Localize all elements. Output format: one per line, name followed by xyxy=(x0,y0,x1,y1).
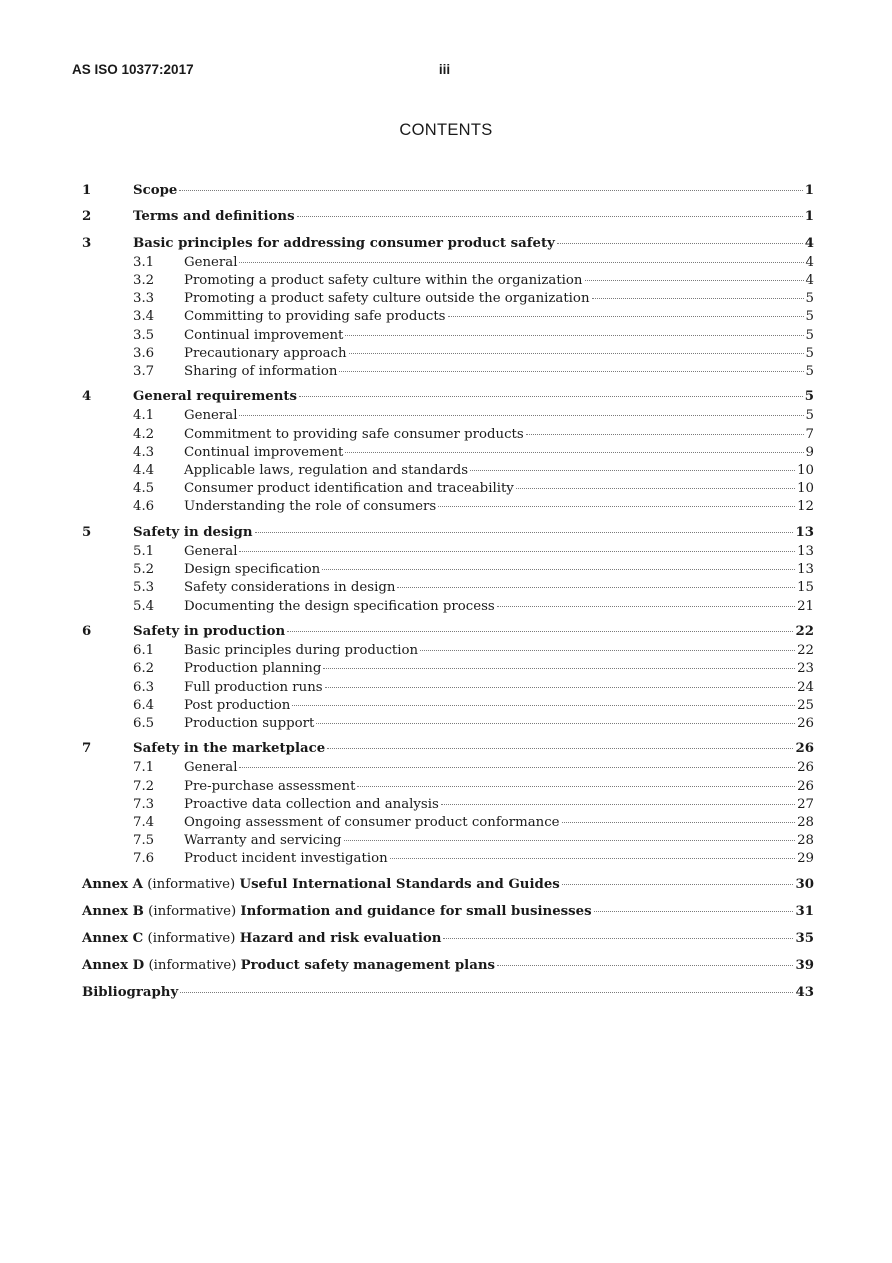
dot-leader xyxy=(420,640,795,651)
subsection-title: Continual improvement xyxy=(184,444,344,460)
contents-title: CONTENTS xyxy=(399,121,493,139)
annex-title: Product safety management plans xyxy=(240,957,495,973)
subsection-title: Pre-purchase assessment xyxy=(184,778,356,794)
dot-leader xyxy=(180,982,793,993)
section-title: General requirements xyxy=(133,389,298,405)
toc-entry-subsection[interactable] xyxy=(82,851,814,869)
toc-entry-subsection[interactable] xyxy=(82,716,814,734)
subsection-page-number: 5 xyxy=(805,309,814,325)
subsection-title: Precautionary approach xyxy=(184,345,347,361)
section-number: 3 xyxy=(82,235,92,251)
section-page-number: 26 xyxy=(795,741,814,757)
subsection-number: 6.5 xyxy=(133,715,155,731)
toc-entry-subsection[interactable] xyxy=(82,364,814,382)
dot-leader xyxy=(322,559,795,570)
dot-leader xyxy=(448,306,804,317)
dot-leader xyxy=(562,874,794,885)
section-number: 1 xyxy=(82,183,92,198)
subsection-page-number: 23 xyxy=(797,661,814,677)
annex-title: Information and guidance for small businesses xyxy=(240,904,592,920)
subsection-title: Product incident investigation xyxy=(184,851,388,867)
dot-leader xyxy=(255,522,794,533)
dot-leader xyxy=(526,424,804,435)
subsection-number: 3.6 xyxy=(133,345,155,361)
subsection-number: 4.5 xyxy=(133,481,155,497)
dot-leader xyxy=(239,252,803,263)
subsection-number: 7.5 xyxy=(133,833,155,849)
subsection-page-number: 25 xyxy=(797,697,814,713)
subsection-page-number: 12 xyxy=(797,499,814,515)
subsection-number: 3.2 xyxy=(133,272,155,288)
subsection-page-number: 5 xyxy=(805,327,814,343)
subsection-number: 6.3 xyxy=(133,679,155,695)
subsection-title: Sharing of information xyxy=(184,363,338,379)
dot-leader xyxy=(292,695,795,706)
section-title: Basic principles for addressing consumer product safety xyxy=(133,235,555,251)
annex-label: Annex B xyxy=(82,904,144,920)
toc-entry-annex[interactable] xyxy=(82,985,814,1004)
subsection-page-number: 4 xyxy=(805,254,814,270)
subsection-number: 7.1 xyxy=(133,760,155,776)
subsection-number: 5.2 xyxy=(133,562,155,578)
dot-leader xyxy=(345,325,803,336)
subsection-page-number: 5 xyxy=(805,345,814,361)
subsection-number: 3.1 xyxy=(133,254,155,270)
subsection-number: 5.3 xyxy=(133,580,155,596)
subsection-title: Documenting the design specification process xyxy=(184,598,495,614)
annex-heading xyxy=(82,985,178,1000)
dot-leader xyxy=(497,596,795,607)
subsection-number: 7.3 xyxy=(133,796,155,812)
annex-label: Annex D xyxy=(82,957,145,973)
subsection-title: Consumer product identification and traceability xyxy=(184,481,514,497)
toc-entry-annex[interactable] xyxy=(82,904,814,923)
toc-entry-annex[interactable] xyxy=(82,931,814,950)
subsection-title: Committing to providing safe products xyxy=(184,309,446,325)
toc-entry-subsection[interactable] xyxy=(82,599,814,617)
page-number: iii xyxy=(438,62,451,77)
subsection-number: 5.4 xyxy=(133,598,155,614)
subsection-title: Design specification xyxy=(184,562,321,578)
section-title: Safety in production xyxy=(133,624,286,640)
dot-leader xyxy=(339,361,803,372)
subsection-title: General xyxy=(184,254,238,270)
subsection-title: Commitment to providing safe consumer products xyxy=(184,426,524,442)
annex-page-number: 43 xyxy=(795,984,814,1000)
section-page-number: 1 xyxy=(804,183,814,198)
subsection-number: 6.4 xyxy=(133,697,155,713)
subsection-title: Continual improvement xyxy=(184,327,344,343)
toc-entry-subsection[interactable] xyxy=(82,499,814,517)
subsection-number: 3.4 xyxy=(133,309,155,325)
subsection-number: 7.2 xyxy=(133,778,155,794)
subsection-title: Production support xyxy=(184,715,315,731)
annex-heading xyxy=(82,931,441,946)
subsection-title: Understanding the role of consumers xyxy=(184,499,437,515)
subsection-page-number: 15 xyxy=(797,580,814,596)
dot-leader xyxy=(557,233,803,244)
subsection-title: Production planning xyxy=(184,661,322,677)
subsection-number: 3.7 xyxy=(133,363,155,379)
dot-leader xyxy=(345,442,803,453)
subsection-page-number: 26 xyxy=(797,778,814,794)
dot-leader xyxy=(357,776,795,787)
document-id: AS ISO 10377:2017 xyxy=(72,62,194,77)
dot-leader xyxy=(239,541,795,552)
dot-leader xyxy=(323,658,795,669)
annex-qualifier: (informative) xyxy=(147,930,236,946)
section-number: 5 xyxy=(82,525,92,540)
subsection-title: Proactive data collection and analysis xyxy=(184,796,439,812)
dot-leader xyxy=(443,928,793,939)
subsection-page-number: 22 xyxy=(797,643,814,659)
dot-leader xyxy=(179,180,802,191)
dot-leader xyxy=(344,830,796,841)
toc-entry-section[interactable] xyxy=(82,209,814,228)
dot-leader xyxy=(239,405,803,416)
subsection-number: 4.4 xyxy=(133,463,155,479)
subsection-page-number: 28 xyxy=(797,815,814,831)
subsection-page-number: 13 xyxy=(797,544,814,559)
dot-leader xyxy=(349,343,804,354)
dot-leader xyxy=(562,812,796,823)
dot-leader xyxy=(239,757,795,768)
subsection-page-number: 10 xyxy=(797,481,814,497)
subsection-page-number: 13 xyxy=(797,562,814,578)
subsection-number: 5.1 xyxy=(133,544,155,559)
annex-qualifier: (informative) xyxy=(147,877,236,893)
dot-leader xyxy=(585,270,804,281)
subsection-number: 7.4 xyxy=(133,815,155,831)
subsection-title: Applicable laws, regulation and standards xyxy=(184,463,469,479)
subsection-page-number: 26 xyxy=(797,715,814,731)
subsection-page-number: 21 xyxy=(797,598,814,614)
annex-page-number: 30 xyxy=(795,877,814,893)
subsection-title: Full production runs xyxy=(184,679,323,695)
dot-leader xyxy=(516,478,795,489)
subsection-page-number: 26 xyxy=(797,760,814,776)
annex-heading xyxy=(82,958,495,973)
toc-entry-annex[interactable] xyxy=(82,958,814,977)
subsection-title: General xyxy=(184,408,238,424)
section-number: 7 xyxy=(82,741,92,757)
subsection-page-number: 5 xyxy=(805,408,814,424)
toc-entry-annex[interactable] xyxy=(82,877,814,896)
dot-leader xyxy=(441,794,795,805)
subsection-number: 3.5 xyxy=(133,327,155,343)
dot-leader xyxy=(497,955,794,966)
subsection-number: 3.3 xyxy=(133,291,155,307)
subsection-page-number: 27 xyxy=(797,796,814,812)
annex-qualifier: (informative) xyxy=(148,957,237,973)
dot-leader xyxy=(325,677,795,688)
subsection-title: Post production xyxy=(184,697,291,713)
annex-title: Hazard and risk evaluation xyxy=(239,930,442,946)
section-number: 2 xyxy=(82,209,92,225)
subsection-number: 7.6 xyxy=(133,851,155,867)
dot-leader xyxy=(390,848,795,859)
dot-leader xyxy=(297,206,803,217)
subsection-number: 4.2 xyxy=(133,426,155,442)
subsection-title: Warranty and servicing xyxy=(184,833,342,849)
subsection-page-number: 10 xyxy=(797,463,814,479)
subsection-title: Ongoing assessment of consumer product conformance xyxy=(184,815,560,831)
annex-heading xyxy=(82,877,560,892)
subsection-title: Basic principles during production xyxy=(184,643,419,659)
annex-page-number: 35 xyxy=(795,930,814,946)
subsection-page-number: 5 xyxy=(805,363,814,379)
section-page-number: 5 xyxy=(804,389,814,405)
subsection-title: General xyxy=(184,760,238,776)
section-page-number: 4 xyxy=(804,235,814,251)
subsection-title: Safety considerations in design xyxy=(184,580,396,596)
annex-qualifier: (informative) xyxy=(148,904,237,920)
subsection-page-number: 28 xyxy=(797,833,814,849)
subsection-page-number: 4 xyxy=(805,272,814,288)
dot-leader xyxy=(470,460,795,471)
dot-leader xyxy=(287,621,793,632)
annex-label: Annex A xyxy=(82,877,143,893)
dot-leader xyxy=(299,386,803,397)
section-page-number: 1 xyxy=(804,209,814,225)
dot-leader xyxy=(592,288,804,299)
section-title: Scope xyxy=(133,183,178,198)
section-number: 4 xyxy=(82,389,92,405)
annex-heading xyxy=(82,904,592,919)
section-number: 6 xyxy=(82,624,92,640)
annex-page-number: 31 xyxy=(795,904,814,920)
subsection-page-number: 7 xyxy=(805,426,814,442)
subsection-title: Promoting a product safety culture within the organization xyxy=(184,272,583,288)
subsection-number: 6.1 xyxy=(133,643,155,659)
dot-leader xyxy=(327,738,793,749)
section-title: Safety in design xyxy=(133,525,253,540)
dot-leader xyxy=(438,496,795,507)
subsection-number: 4.1 xyxy=(133,408,155,424)
table-of-contents xyxy=(82,183,814,1004)
section-title: Safety in the marketplace xyxy=(133,741,326,757)
subsection-page-number: 5 xyxy=(805,291,814,307)
toc-entry-section[interactable] xyxy=(82,183,814,202)
subsection-page-number: 24 xyxy=(797,679,814,695)
subsection-page-number: 9 xyxy=(805,444,814,460)
dot-leader xyxy=(594,901,794,912)
subsection-number: 4.3 xyxy=(133,444,155,460)
annex-page-number: 39 xyxy=(795,957,814,973)
annex-label: Annex C xyxy=(82,930,144,946)
subsection-number: 6.2 xyxy=(133,661,155,677)
subsection-title: General xyxy=(184,544,238,559)
subsection-title: Promoting a product safety culture outside the organization xyxy=(184,291,590,307)
dot-leader xyxy=(397,577,795,588)
subsection-number: 4.6 xyxy=(133,499,155,515)
section-page-number: 22 xyxy=(795,624,814,640)
dot-leader xyxy=(316,713,795,724)
subsection-page-number: 29 xyxy=(797,851,814,867)
section-title: Terms and definitions xyxy=(133,209,295,225)
section-page-number: 13 xyxy=(795,525,814,540)
annex-title: Useful International Standards and Guides xyxy=(239,877,560,893)
annex-label: Bibliography xyxy=(82,984,179,1000)
page-header xyxy=(72,62,818,80)
